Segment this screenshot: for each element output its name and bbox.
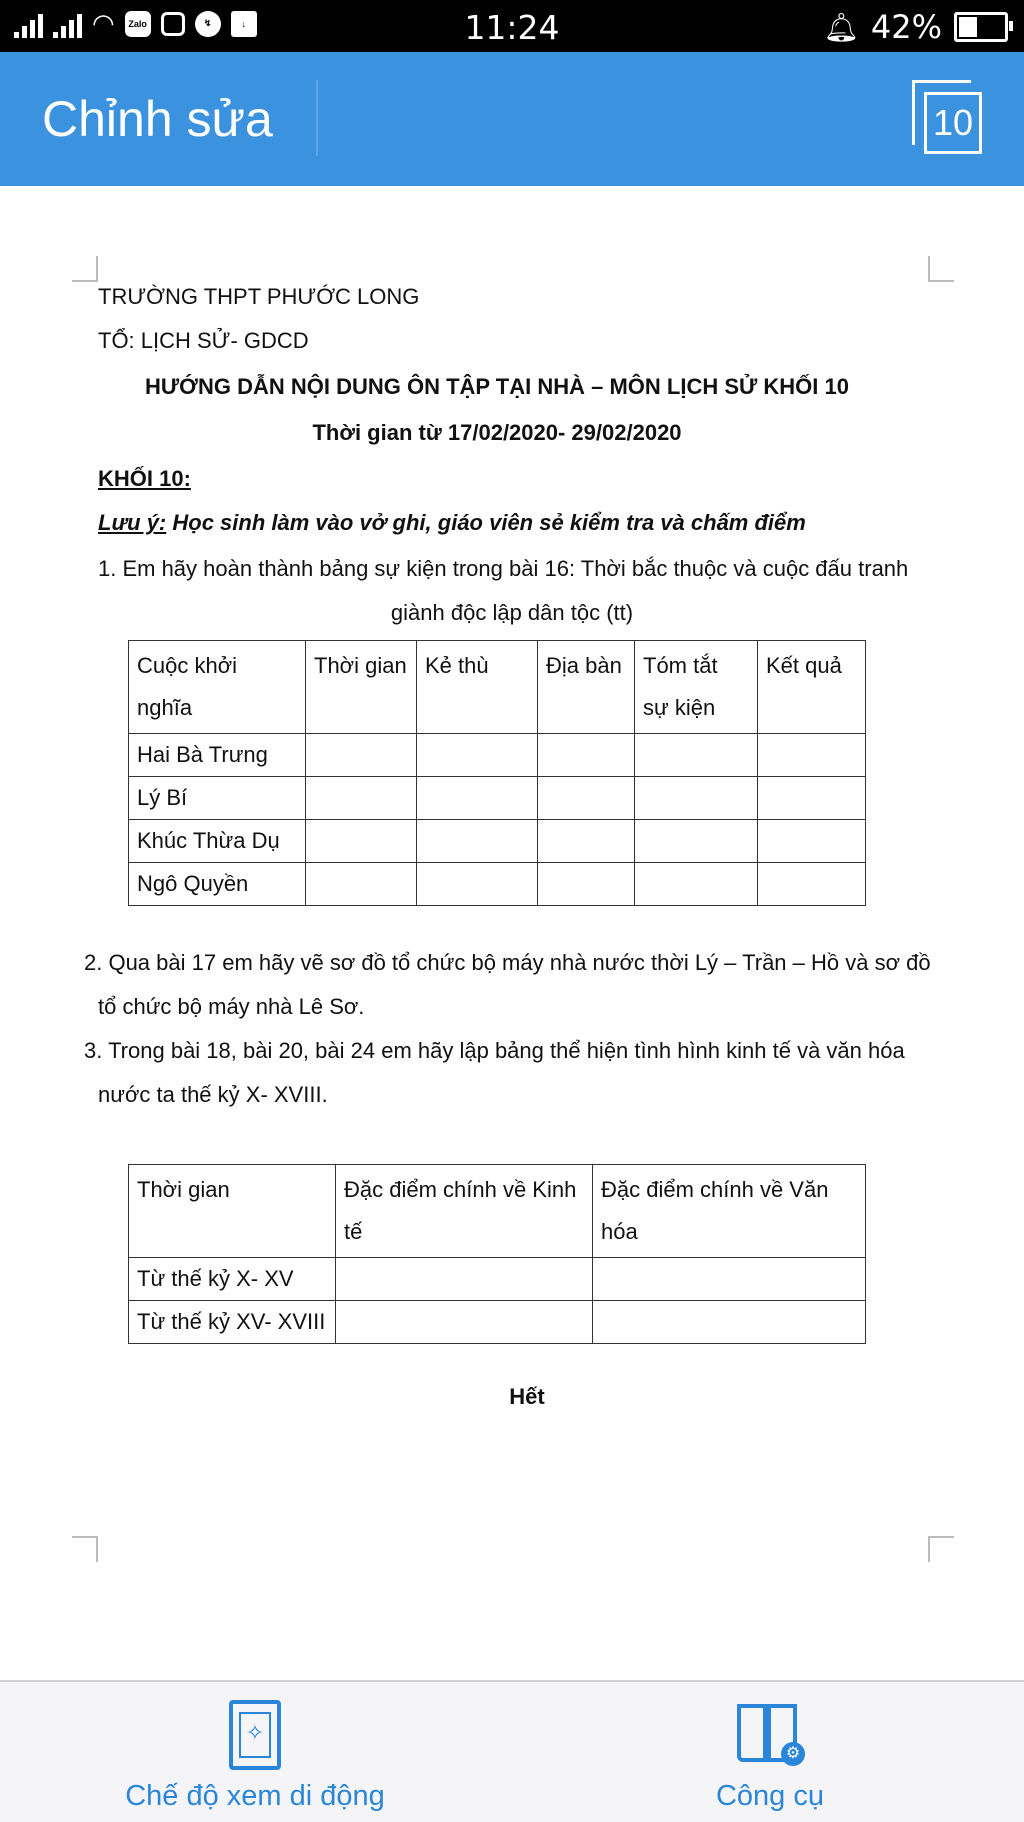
status-icons-right bbox=[823, 8, 1008, 46]
table-cell[interactable] bbox=[635, 863, 758, 906]
toolbar-divider bbox=[316, 80, 318, 156]
grade-label: KHỐI 10: bbox=[98, 466, 191, 491]
table-header-cell: Đặc điểm chính về Kinh tế bbox=[336, 1165, 593, 1258]
item1-line2: giành độc lập dân tộc (tt) bbox=[390, 600, 634, 625]
table-cell[interactable] bbox=[306, 734, 417, 777]
table-cell: Từ thế kỷ XV- XVIII bbox=[129, 1301, 336, 1344]
item3-line2: nước ta thế kỷ X- XVIII. bbox=[98, 1082, 328, 1107]
table-row bbox=[129, 863, 866, 906]
tools-icon: ⚙ bbox=[735, 1700, 805, 1770]
note-label: Lưu ý: bbox=[98, 510, 167, 535]
table-cell[interactable] bbox=[417, 734, 538, 777]
table-cell[interactable] bbox=[336, 1301, 593, 1344]
table-cell[interactable] bbox=[635, 820, 758, 863]
table-cell[interactable] bbox=[758, 777, 866, 820]
table-cell: Khúc Thừa Dụ bbox=[129, 820, 306, 863]
note-text: Học sinh làm vào vở ghi, giáo viên sẻ kiểm tra và chấm điểm bbox=[166, 510, 806, 535]
battery-percent: 42% bbox=[870, 8, 942, 46]
document-page[interactable] bbox=[0, 186, 1024, 1680]
mobile-view-icon: ✧ bbox=[229, 1700, 281, 1770]
table-header-cell: Đặc điểm chính về Văn hóa bbox=[593, 1165, 866, 1258]
end-marker: Hết bbox=[509, 1384, 545, 1409]
document-heading: HƯỚNG DẪN NỘI DUNG ÔN TẬP TẠI NHÀ – MÔN LỊCH SỬ KHỐI 10 bbox=[145, 374, 849, 399]
download-icon: ↓ bbox=[231, 11, 257, 37]
table-cell[interactable] bbox=[758, 734, 866, 777]
app-toolbar bbox=[0, 52, 1024, 186]
page-count: 10 bbox=[924, 92, 982, 154]
margin-corner-top-left bbox=[72, 256, 98, 282]
events-table bbox=[128, 640, 866, 906]
bell-muted-icon: 🔔︎ bbox=[823, 10, 859, 44]
table-cell[interactable] bbox=[538, 820, 635, 863]
table-cell: Lý Bí bbox=[129, 777, 306, 820]
mobile-view-label: Chế độ xem di động bbox=[125, 1780, 385, 1812]
table-cell: Hai Bà Trưng bbox=[129, 734, 306, 777]
margin-corner-bottom-right bbox=[928, 1536, 954, 1562]
table-row bbox=[129, 1301, 866, 1344]
note bbox=[98, 510, 806, 536]
table-cell[interactable] bbox=[306, 863, 417, 906]
item2-line2: tổ chức bộ máy nhà Lê Sơ. bbox=[98, 994, 365, 1019]
pages-button[interactable] bbox=[912, 80, 982, 156]
table-header-cell: Kết quả bbox=[758, 641, 866, 734]
table-row bbox=[129, 777, 866, 820]
table-header-row bbox=[129, 1165, 866, 1258]
table-header-cell: Cuộc khởi nghĩa bbox=[129, 641, 306, 734]
mobile-view-button[interactable] bbox=[110, 1700, 400, 1813]
school-name: TRƯỜNG THPT PHƯỚC LONG bbox=[98, 284, 420, 309]
table-cell[interactable] bbox=[417, 777, 538, 820]
table-cell[interactable] bbox=[593, 1258, 866, 1301]
clock: 11:24 bbox=[464, 8, 560, 47]
table-cell[interactable] bbox=[336, 1258, 593, 1301]
zalo-icon: Zalo bbox=[125, 11, 151, 37]
margin-corner-top-right bbox=[928, 256, 954, 282]
table-header-row bbox=[129, 641, 866, 734]
battery-icon bbox=[954, 12, 1008, 42]
item2-line1: 2. Qua bài 17 em hãy vẽ sơ đồ tổ chức bộ máy nhà nước thời Lý – Trần – Hồ và sơ đồ bbox=[84, 950, 931, 975]
table-header-cell: Thời gian bbox=[306, 641, 417, 734]
table-cell[interactable] bbox=[538, 777, 635, 820]
table-cell[interactable] bbox=[306, 820, 417, 863]
table-cell[interactable] bbox=[306, 777, 417, 820]
item3-line1: 3. Trong bài 18, bài 20, bài 24 em hãy lập bảng thể hiện tình hình kinh tế và văn hóa bbox=[84, 1038, 905, 1063]
table-cell[interactable] bbox=[635, 777, 758, 820]
department-name: TỔ: LỊCH SỬ- GDCD bbox=[98, 328, 309, 353]
table-cell[interactable] bbox=[635, 734, 758, 777]
table-cell[interactable] bbox=[593, 1301, 866, 1344]
table-cell[interactable] bbox=[538, 863, 635, 906]
tools-label: Công cụ bbox=[715, 1780, 824, 1812]
item1-line1: 1. Em hãy hoàn thành bảng sự kiện trong bài 16: Thời bắc thuộc và cuộc đấu tranh bbox=[98, 556, 909, 581]
table-cell[interactable] bbox=[758, 863, 866, 906]
table-row bbox=[129, 734, 866, 777]
bottom-bar bbox=[0, 1680, 1024, 1822]
table-header-cell: Kẻ thù bbox=[417, 641, 538, 734]
table-cell[interactable] bbox=[417, 820, 538, 863]
table-cell[interactable] bbox=[758, 820, 866, 863]
table-row bbox=[129, 820, 866, 863]
date-range: Thời gian từ 17/02/2020- 29/02/2020 bbox=[312, 420, 682, 445]
status-bar bbox=[0, 0, 1024, 52]
table-cell[interactable] bbox=[417, 863, 538, 906]
table-row bbox=[129, 1258, 866, 1301]
table-header-cell: Tóm tắt sự kiện bbox=[635, 641, 758, 734]
table-cell[interactable] bbox=[538, 734, 635, 777]
table-cell: Từ thế kỷ X- XV bbox=[129, 1258, 336, 1301]
economy-culture-table bbox=[128, 1164, 866, 1344]
edit-title[interactable]: Chỉnh sửa bbox=[42, 91, 273, 147]
table-cell: Ngô Quyền bbox=[129, 863, 306, 906]
table-header-cell: Địa bàn bbox=[538, 641, 635, 734]
messenger-icon: ↯ bbox=[195, 11, 221, 37]
table-header-cell: Thời gian bbox=[129, 1165, 336, 1258]
wifi-icon: ◠ bbox=[92, 8, 115, 38]
tools-button[interactable] bbox=[690, 1700, 850, 1813]
margin-corner-bottom-left bbox=[72, 1536, 98, 1562]
